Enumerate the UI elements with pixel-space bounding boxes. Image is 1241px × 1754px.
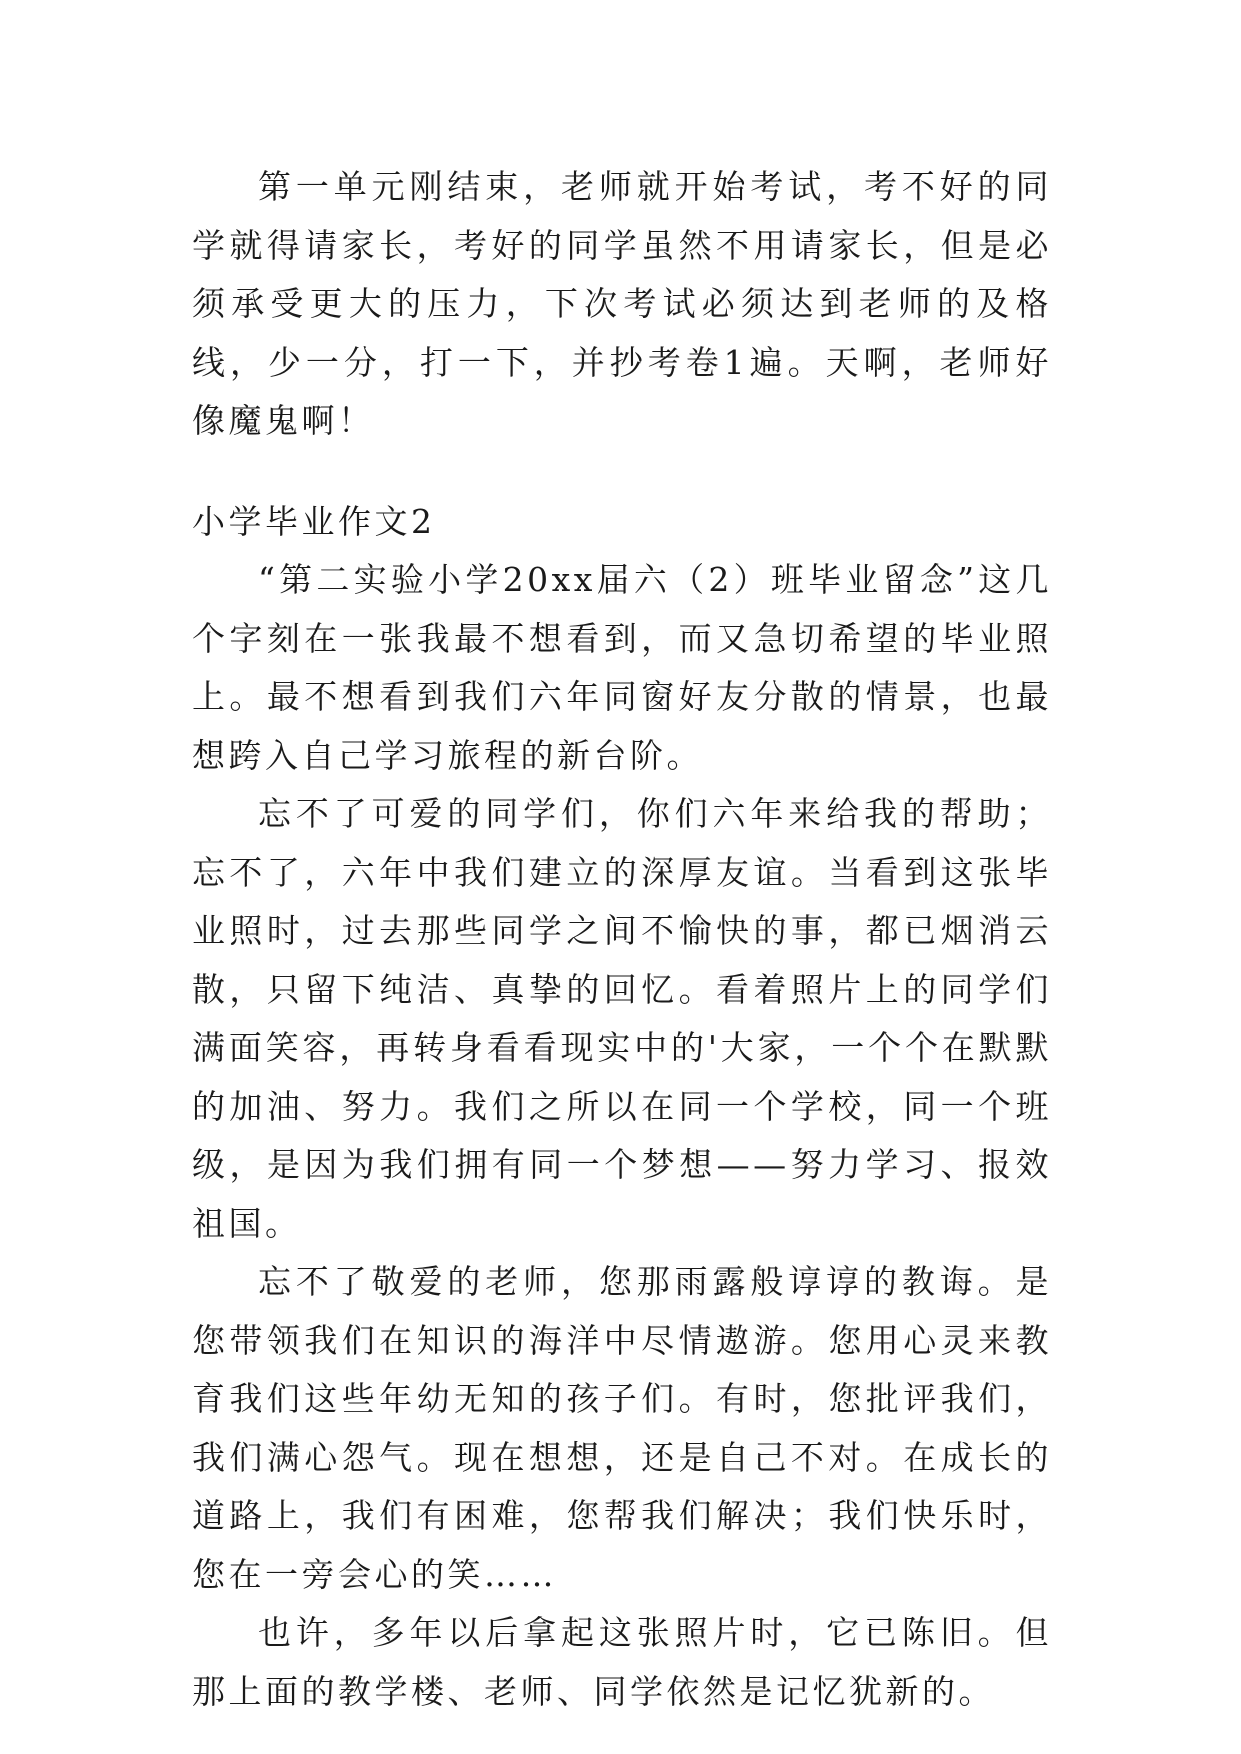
paragraph-5: 也许，多年以后拿起这张照片时，它已陈旧。但那上面的教学楼、老师、同学依然是记忆犹新的。 [192, 1613, 1052, 1711]
paragraph-2: “第二实验小学20xx届六（2）班毕业留念”这几个字刻在一张我最不想看到，而又急切希望的毕业照上。最不想看到我们六年同窗好友分散的情景，也最想跨入自己学习旅程的新台阶。 [192, 560, 1052, 775]
paragraph-3: 忘不了可爱的同学们，你们六年来给我的帮助；忘不了，六年中我们建立的深厚友谊。当看到这张毕业照时，过去那些同学之间不愉快的事，都已烟消云散，只留下纯洁、真挚的回忆。看着照片上的同学们满面笑容，再转身看看现实中的'大家，一个个在默默的加油、努力。我们之所以在同一个学校，同一个班级，是因为我们拥有同一个梦想——努力学习、报效祖国。 [192, 794, 1052, 1243]
document-page [192, 158, 1052, 1721]
paragraph-1: 第一单元刚结束，老师就开始考试，考不好的同学就得请家长，考好的同学虽然不用请家长，但是必须承受更大的压力，下次考试必须达到老师的及格线，少一分，打一下，并抄考卷1遍。天啊，老师好像魔鬼啊！ [192, 167, 1052, 440]
section-heading: 小学毕业作文2 [192, 501, 436, 541]
paragraph-4: 忘不了敬爱的老师，您那雨露般谆谆的教诲。是您带领我们在知识的海洋中尽情遨游。您用心灵来教育我们这些年幼无知的孩子们。有时，您批评我们，我们满心怨气。现在想想，还是自己不对。在成长的道路上，我们有困难，您帮我们解决；我们快乐时，您在一旁会心的笑…… [192, 1262, 1052, 1594]
